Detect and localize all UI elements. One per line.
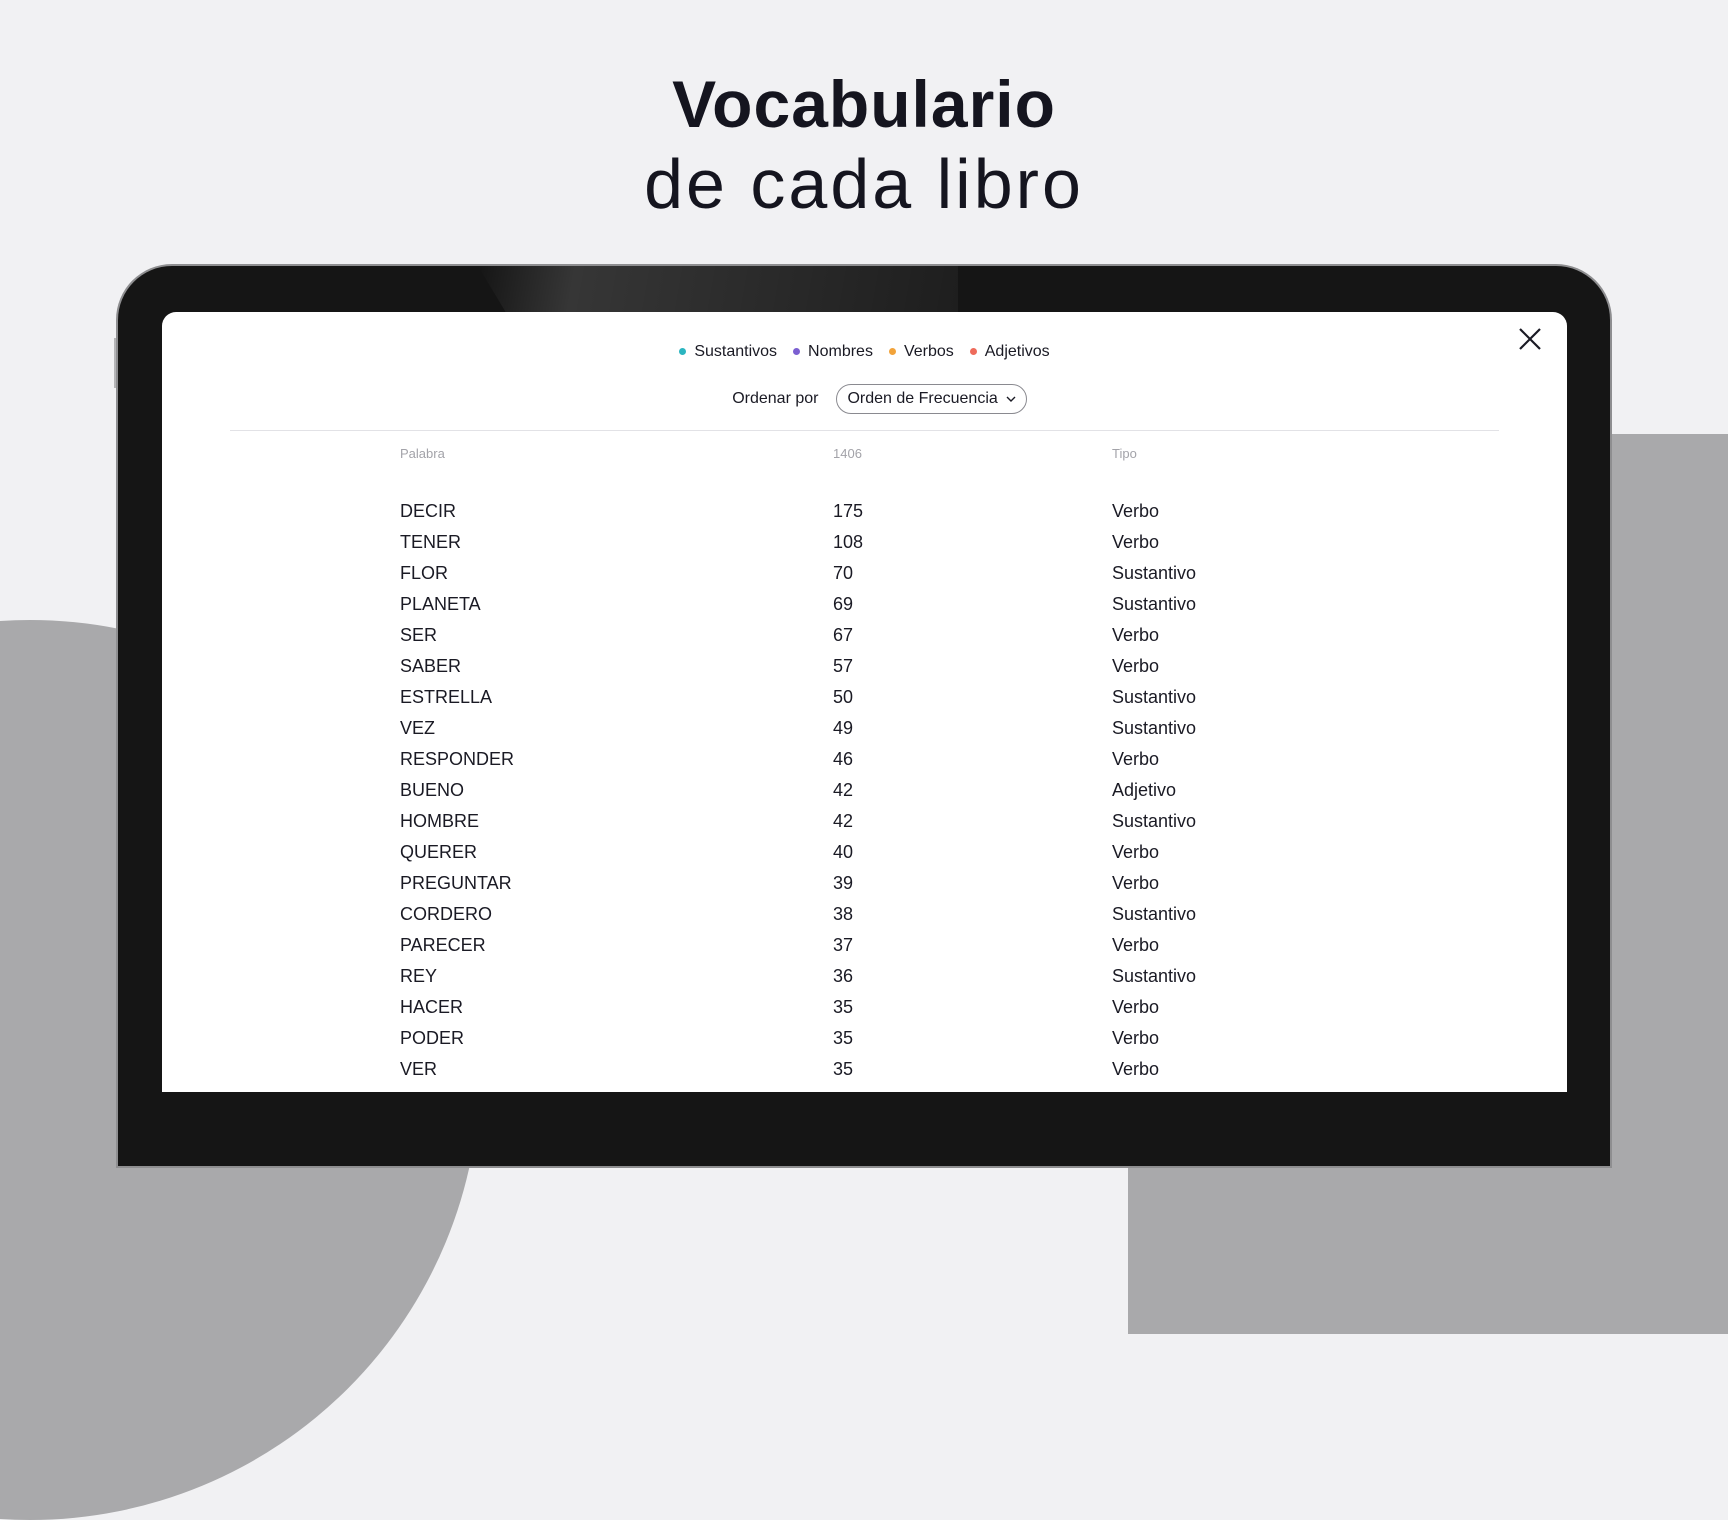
row-word: BUENO <box>400 780 465 800</box>
row-count: 57 <box>833 656 854 676</box>
row-type: Verbo <box>1112 842 1160 862</box>
header-type[interactable]: Tipo <box>1112 446 1137 461</box>
table-row[interactable] <box>162 620 1567 651</box>
row-type: Verbo <box>1112 656 1160 676</box>
table-row[interactable] <box>162 992 1567 1023</box>
row-count: 108 <box>833 532 864 552</box>
row-count: 35 <box>833 1059 854 1079</box>
sort-bar <box>162 384 1567 414</box>
row-type: Adjetivo <box>1112 780 1177 800</box>
row-type: Sustantivo <box>1112 718 1197 738</box>
row-count: 40 <box>833 842 854 862</box>
row-word: HACER <box>400 997 464 1017</box>
header-word[interactable]: Palabra <box>400 446 445 461</box>
device-glare <box>478 266 958 314</box>
row-count: 49 <box>833 718 854 738</box>
table-row[interactable] <box>162 682 1567 713</box>
row-word: HOMBRE <box>400 811 480 831</box>
row-type: Verbo <box>1112 997 1160 1017</box>
legend-label: Adjetivos <box>984 342 1050 360</box>
table-row[interactable] <box>162 806 1567 837</box>
row-type: Sustantivo <box>1112 811 1197 831</box>
row-word: VEZ <box>400 718 436 738</box>
row-count: 67 <box>833 625 854 645</box>
table-row[interactable] <box>162 1023 1567 1054</box>
table-row[interactable] <box>162 837 1567 868</box>
row-count: 39 <box>833 873 854 893</box>
row-count: 70 <box>833 563 854 583</box>
table-row[interactable] <box>162 961 1567 992</box>
row-word: PLANETA <box>400 594 481 614</box>
legend-label: Nombres <box>808 342 873 360</box>
row-type: Verbo <box>1112 532 1160 552</box>
row-word: ESTRELLA <box>400 687 493 707</box>
table-row[interactable] <box>162 713 1567 744</box>
row-type: Sustantivo <box>1112 594 1197 614</box>
row-word: PARECER <box>400 935 486 955</box>
legend-label: Verbos <box>903 342 954 360</box>
row-word: REY <box>400 966 438 986</box>
word-table <box>162 496 1567 1085</box>
header-count[interactable]: 1406 <box>833 446 862 461</box>
row-type: Sustantivo <box>1112 563 1197 583</box>
row-word: QUERER <box>400 842 478 862</box>
table-row[interactable] <box>162 775 1567 806</box>
table-row[interactable] <box>162 589 1567 620</box>
row-count: 42 <box>833 811 854 831</box>
row-count: 69 <box>833 594 854 614</box>
headline <box>0 64 1728 224</box>
row-count: 50 <box>833 687 854 707</box>
row-count: 36 <box>833 966 854 986</box>
row-type: Verbo <box>1112 1059 1160 1079</box>
row-word: CORDERO <box>400 904 493 924</box>
sort-select[interactable] <box>836 384 1026 414</box>
row-count: 46 <box>833 749 854 769</box>
row-word: PODER <box>400 1028 465 1048</box>
row-type: Verbo <box>1112 935 1160 955</box>
row-word: PREGUNTAR <box>400 873 512 893</box>
row-word: FLOR <box>400 563 449 583</box>
sort-selected-value: Orden de Frecuencia <box>847 390 998 407</box>
table-row[interactable] <box>162 899 1567 930</box>
table-row[interactable] <box>162 558 1567 589</box>
table-row[interactable] <box>162 930 1567 961</box>
row-word: SER <box>400 625 438 645</box>
vocabulary-panel <box>162 312 1567 1092</box>
table-row[interactable] <box>162 527 1567 558</box>
legend-dot <box>679 348 686 355</box>
legend-item <box>793 343 873 361</box>
row-word: DECIR <box>400 501 457 521</box>
row-count: 35 <box>833 997 854 1017</box>
table-row[interactable] <box>162 868 1567 899</box>
legend-dot <box>889 348 896 355</box>
divider <box>230 430 1499 431</box>
legend-dot <box>970 348 977 355</box>
row-word: VER <box>400 1059 438 1079</box>
row-word: RESPONDER <box>400 749 515 769</box>
chevron-down-icon <box>1006 395 1016 403</box>
row-count: 38 <box>833 904 854 924</box>
row-type: Verbo <box>1112 749 1160 769</box>
table-row[interactable] <box>162 496 1567 527</box>
legend-item <box>679 343 777 361</box>
table-row[interactable] <box>162 1054 1567 1085</box>
headline-subtitle: de cada libro <box>644 145 1084 223</box>
legend-item <box>889 343 954 361</box>
row-type: Verbo <box>1112 1028 1160 1048</box>
row-count: 42 <box>833 780 854 800</box>
word-type-legend <box>162 342 1567 361</box>
headline-title: Vocabulario <box>672 67 1056 141</box>
row-type: Verbo <box>1112 873 1160 893</box>
table-row[interactable] <box>162 744 1567 775</box>
row-type: Verbo <box>1112 625 1160 645</box>
sort-label: Ordenar por <box>732 390 819 407</box>
row-type: Sustantivo <box>1112 687 1197 707</box>
row-type: Sustantivo <box>1112 966 1197 986</box>
legend-label: Sustantivos <box>694 342 778 360</box>
table-row[interactable] <box>162 651 1567 682</box>
legend-dot <box>793 348 800 355</box>
row-word: TENER <box>400 532 462 552</box>
row-count: 175 <box>833 501 864 521</box>
row-type: Sustantivo <box>1112 904 1197 924</box>
legend-item <box>970 343 1050 361</box>
row-count: 37 <box>833 935 854 955</box>
row-word: SABER <box>400 656 462 676</box>
row-type: Verbo <box>1112 501 1160 521</box>
row-count: 35 <box>833 1028 854 1048</box>
